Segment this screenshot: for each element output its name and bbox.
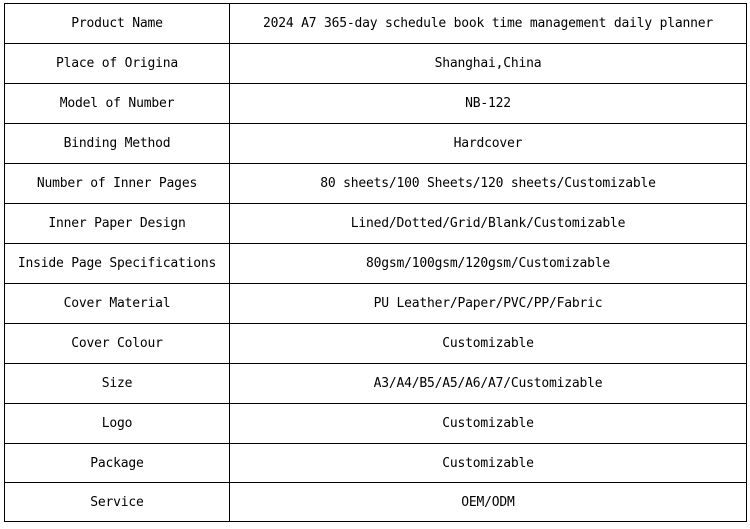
- label-place-of-origin: Place of Origina: [5, 44, 230, 84]
- row-place-of-origin: [5, 44, 747, 84]
- value-package: Customizable: [230, 444, 747, 483]
- row-model-number: [5, 84, 747, 124]
- value-product-name: 2024 A7 365-day schedule book time management daily planner: [230, 4, 747, 44]
- row-cover-colour: [5, 324, 747, 364]
- value-inside-page-specs: 80gsm/100gsm/120gsm/Customizable: [230, 244, 747, 284]
- value-cover-colour: Customizable: [230, 324, 747, 364]
- value-inner-paper-design: Lined/Dotted/Grid/Blank/Customizable: [230, 204, 747, 244]
- value-model-number: NB-122: [230, 84, 747, 124]
- label-logo: Logo: [5, 404, 230, 444]
- label-package: Package: [5, 444, 230, 483]
- row-package: [5, 444, 747, 483]
- label-cover-colour: Cover Colour: [5, 324, 230, 364]
- label-model-number: Model of Number: [5, 84, 230, 124]
- label-inside-page-specs: Inside Page Specifications: [5, 244, 230, 284]
- label-product-name: Product Name: [5, 4, 230, 44]
- row-inner-paper-design: [5, 204, 747, 244]
- product-spec-table: [4, 3, 747, 522]
- value-size: A3/A4/B5/A5/A6/A7/Customizable: [230, 364, 747, 404]
- value-logo: Customizable: [230, 404, 747, 444]
- value-cover-material: PU Leather/Paper/PVC/PP/Fabric: [230, 284, 747, 324]
- value-service: OEM/ODM: [230, 483, 747, 522]
- label-service: Service: [5, 483, 230, 522]
- label-cover-material: Cover Material: [5, 284, 230, 324]
- row-inside-page-specs: [5, 244, 747, 284]
- label-binding-method: Binding Method: [5, 124, 230, 164]
- row-binding-method: [5, 124, 747, 164]
- row-service: [5, 483, 747, 522]
- label-inner-pages: Number of Inner Pages: [5, 164, 230, 204]
- value-place-of-origin: Shanghai,China: [230, 44, 747, 84]
- value-binding-method: Hardcover: [230, 124, 747, 164]
- value-inner-pages: 80 sheets/100 Sheets/120 sheets/Customizable: [230, 164, 747, 204]
- row-logo: [5, 404, 747, 444]
- row-product-name: [5, 4, 747, 44]
- row-cover-material: [5, 284, 747, 324]
- label-inner-paper-design: Inner Paper Design: [5, 204, 230, 244]
- label-size: Size: [5, 364, 230, 404]
- row-size: [5, 364, 747, 404]
- row-inner-pages: [5, 164, 747, 204]
